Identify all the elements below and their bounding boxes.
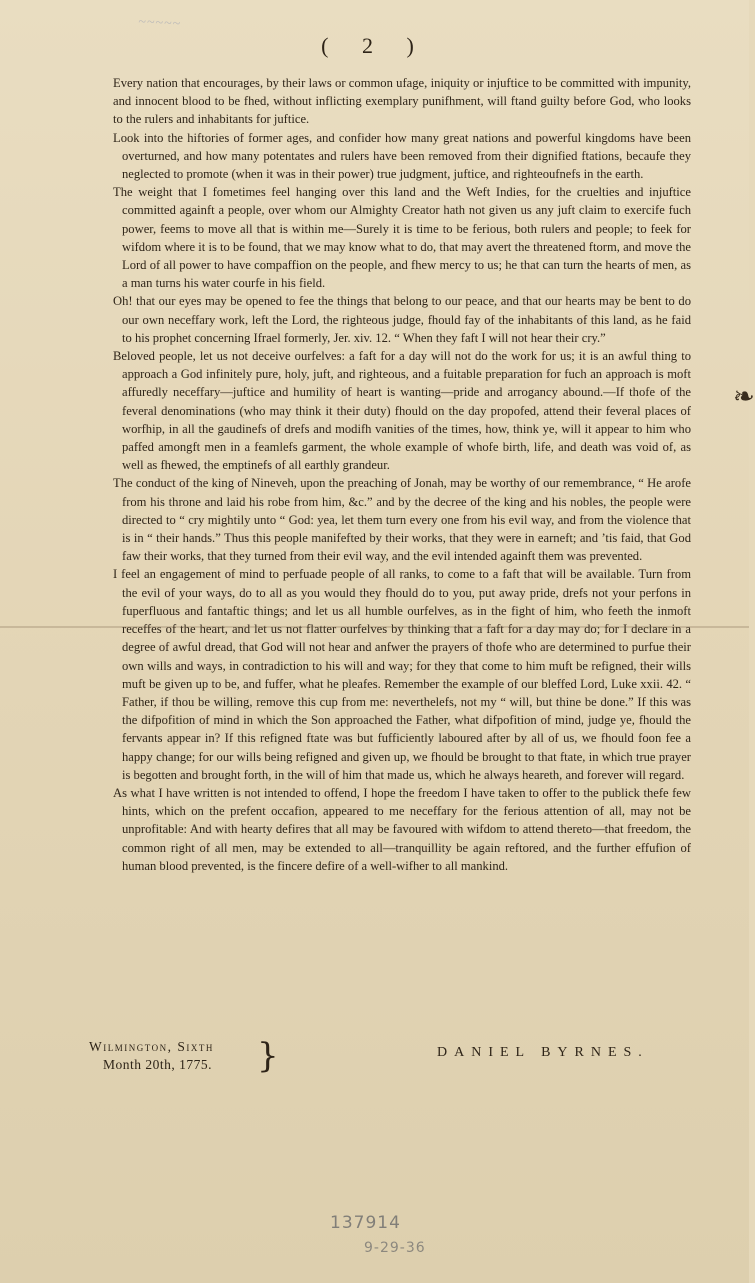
paragraph-5: Beloved people, let us not deceive ourfelves: a faft for a day will not do the work for us; it is an awful thing to approach a God infinitely pure, holy, juft, and righteous, and a fuitable preparation for fuch an approach is moft affuredly neceffary—juftice and humility of heart is wanting—pride and arrogancy abound.—If thofe of the feveral denominations (who may think it their duty) fhould on the day propofed, attend their feveral places of worfhip, in all the gaudinefs of drefs and modifh vanities of the times, how, think ye, will it appear to him who paffed amongft men in a feamlefs garment, the whole example of whofe birth, life, and death was void of, as well as fhewed, the emptinefs of all earthly grandeur. bbox=[113, 349, 691, 473]
paragraph-3: The weight that I fometimes feel hanging over this land and the Weft Indies, for the cruelties and injuftice committed againft a people, over whom our Almighty Creator hath not given us any juft claim to exercife fuch power, feems to move all that is within me—Surely it is time to be ferious, both rulers and people; to feek for wifdom where it is to be found, that we may know what to do, that may avert the threatened ftorm, and move the Lord of all power to have compaffion on the people, and fhew mercy to us; he that can turn the hearts of men, as a man turns his water courfe in his field. bbox=[113, 185, 691, 291]
paragraph-1: Every nation that encourages, by their laws or common ufage, iniquity or injuftice to be committed with impunity, and innocent blood to be fhed, without inflicting exemplary punifhment, will ftand guilty before God, who looks to the rulers and inhabitants for juftice. bbox=[113, 76, 691, 127]
paragraph-2: Look into the hiftories of former ages, and confider how many great nations and powerful kingdoms have been overturned, and how many potentates and rulers have been removed from their dignified ftations, becaufe they neglected to promote (when it was in their power) true judgment, juftice, and righteoufnefs in the earth. bbox=[113, 130, 691, 182]
paragraph-8: As what I have written is not intended to offend, I hope the freedom I have taken to offer to the publick thefe few hints, which on the prefent occafion, appeared to me neceffary for the ferious attention of all, may not be unprofitable: And with hearty defires that all may be favoured with wifdom to attend thereto—that freedom, the common right of all men, may be extended to all—tranquillity be again reftored, and the further effufion of human blood prevented, is the fincere defire of a well-wifher to all mankind. bbox=[113, 785, 691, 873]
page-number: ( 2 ) bbox=[321, 33, 428, 58]
paragraph-7: I feel an engagement of mind to perfuade people of all ranks, to come to a faft that will be available. Turn from the evil of your ways, do to all as you would they fhould do to you, put away pride, drefs not your perfons in fuperfluous and fantaftic things; and let us all humble ourfelves, as in the fight of him, who feeth the inmoft receffes of the heart, and let us not flatter ourfelves by thinking that a faft for a day may do; for I declare in a degree of awful dread, that God will not hear and anfwer the prayers of thofe who are determined to purfue their own wills and ways, in contradiction to his will and way; for they that come to him muft be refigned, their wills muft be given up to be, and fuffer, what he pleafes. Remember the example of our bleffed Lord, Luke xxii. 42. “ Father, if thou be willing, remove this cup from me: neverthelefs, not my “ will, but thine be done.” If this was the difpofition of mind in which the Son approached the Father, what difpofition of mind, judge ye, fhould the fervants appear in? If this refigned ftate was but fufficiently laboured after by all of us, we fhould foon fee a happy change; for our wills being refigned and given up, we fhould be brought to that ftate, in which true prayer is begotten and brought forth, in the will of him that made us, which he always heareth, and forever will regard. bbox=[113, 567, 691, 782]
margin-ink-mark: ❧ bbox=[733, 382, 755, 411]
paper-fold-line bbox=[0, 626, 749, 628]
signature-date: Month 20th, 1775. bbox=[103, 1057, 213, 1072]
signature-author: DANIEL BYRNES. bbox=[437, 1045, 649, 1060]
signature-place: Wilmington, Sixth bbox=[89, 1039, 214, 1054]
archive-date: 9-29-36 bbox=[364, 1240, 426, 1256]
signature-block bbox=[89, 1038, 689, 1078]
paragraph-6: The conduct of the king of Nineveh, upon the preaching of Jonah, may be worthy of our remembrance, “ He arofe from his throne and laid his robe from him, &c.” and by the decree of the king and his nobles, the people were directed to “ cry mightily unto “ God: yea, let them turn every one from his evil way, and from the violence that is in “ their hands.” Thus this people manifefted by their works, that they were in earneft; and ’tis faid, that God faw their works, that they turned from their evil way, and the evil intended againft them was prevented. bbox=[113, 476, 691, 564]
faded-ink-mark: ~~~~~ bbox=[137, 14, 182, 32]
archive-number: 137914 bbox=[330, 1213, 401, 1233]
body-text bbox=[113, 74, 691, 875]
signature-brace: } bbox=[257, 1036, 279, 1076]
paragraph-4: Oh! that our eyes may be opened to fee the things that belong to our peace, and that our hearts may be bent to do our own neceffary work, left the Lord, the righteous judge, fhould fay of the inhabitants of this land, as he faid to his prophet concerning Ifrael formerly, Jer. xiv. 12. “ When they faft I will not hear their cry.” bbox=[113, 294, 691, 345]
